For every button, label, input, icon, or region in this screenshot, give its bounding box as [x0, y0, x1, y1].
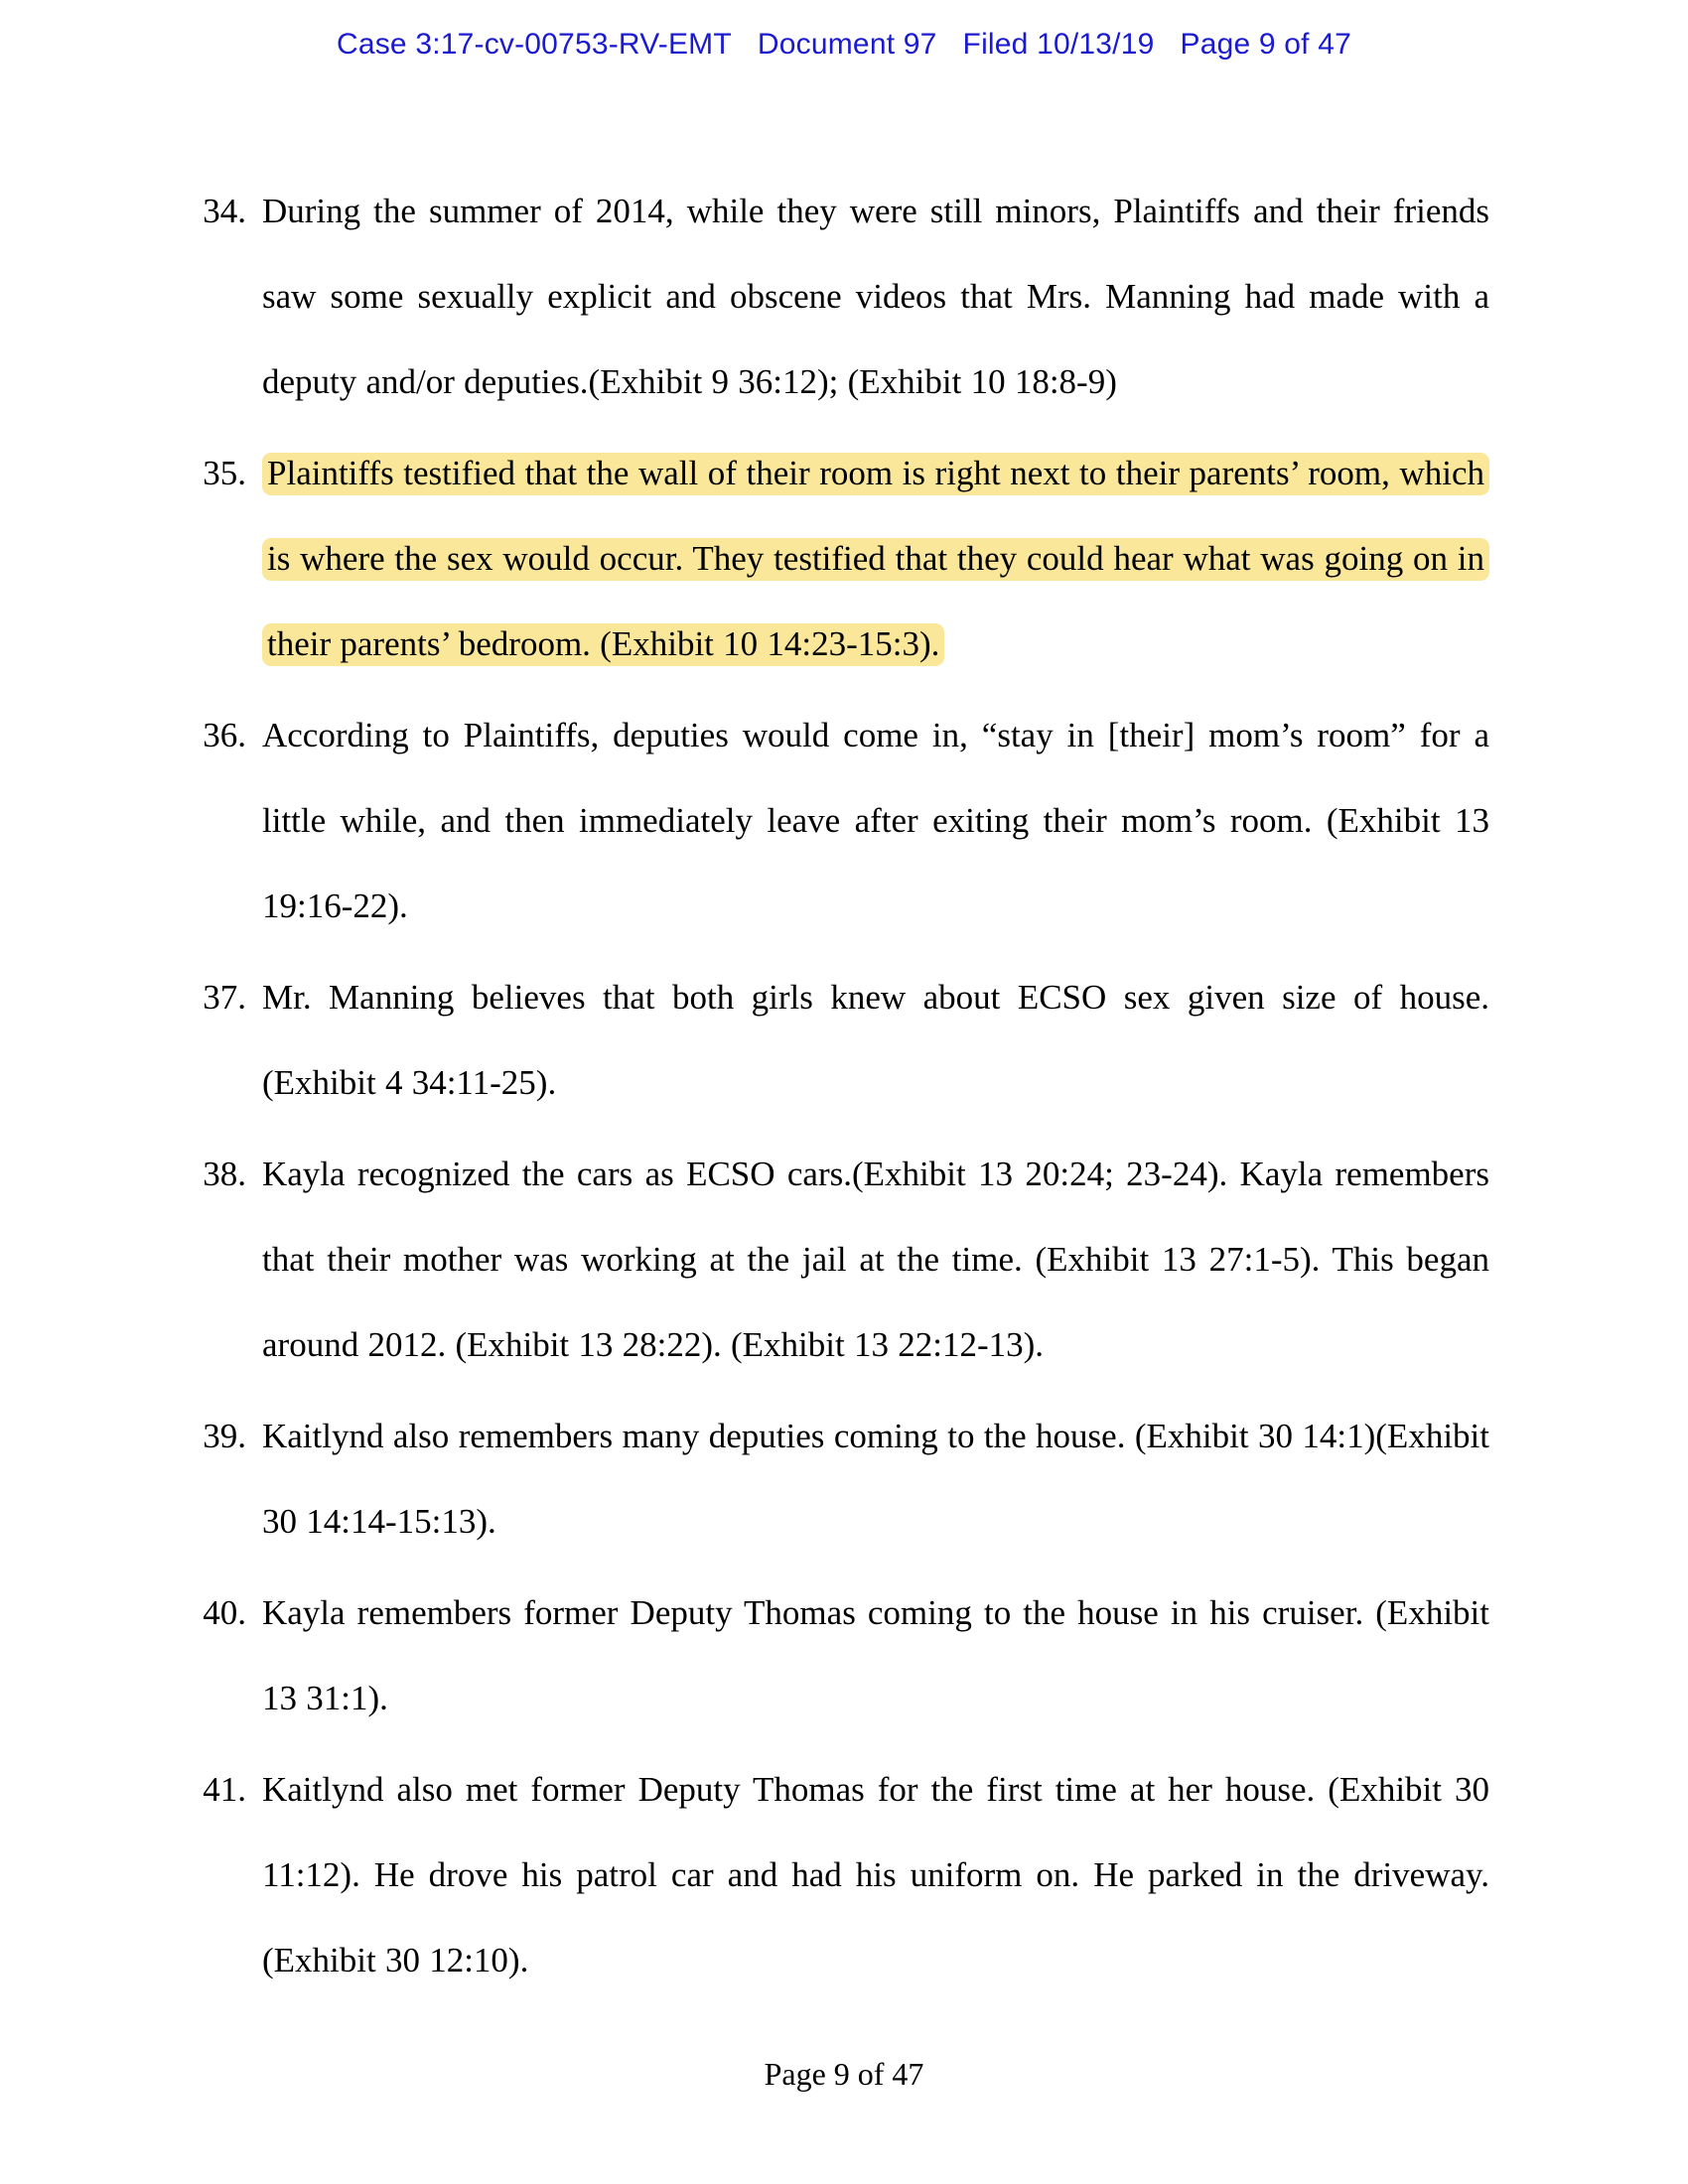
paragraph-39: [189, 1394, 1489, 1565]
paragraph-40: [189, 1570, 1489, 1741]
paragraph-number: 41.: [203, 1770, 246, 1809]
ecf-page-number: Page 9 of 47: [1180, 28, 1352, 61]
ecf-filed-date: Filed 10/13/19: [962, 28, 1155, 61]
paragraph-text: During the summer of 2014, while they were still minors, Plaintiffs and their friends saw some sexually explicit and obscene videos that Mrs. Manning had made with a deputy and/or deputies.(Exhibit 9 36:12); (Exhibit 10 18:8-9): [262, 192, 1489, 401]
ecf-case-number: Case 3:17-cv-00753-RV-EMT: [336, 28, 732, 61]
paragraph-35: [189, 431, 1489, 687]
paragraph-text: According to Plaintiffs, deputies would come in, “stay in [their] mom’s room” for a little while, and then immediately leave after exiting their mom’s room. (Exhibit 13 19:16-22).: [262, 716, 1489, 925]
ecf-document-number: Document 97: [757, 28, 937, 61]
paragraph-number: 40.: [203, 1593, 246, 1632]
paragraph-number: 39.: [203, 1417, 246, 1455]
paragraph-number: 38.: [203, 1155, 246, 1193]
paragraph-text: Kayla recognized the cars as ECSO cars.(Exhibit 13 20:24; 23-24). Kayla remembers that their mother was working at the jail at the time. (Exhibit 13 27:1-5). This began around 2012. (Exhibit 13 28:22). (Exhibit 13 22:12-13).: [262, 1155, 1489, 1364]
paragraph-37: [189, 955, 1489, 1126]
paragraph-text: Mr. Manning believes that both girls knew about ECSO sex given size of house. (Exhibit 4 34:11-25).: [262, 978, 1489, 1102]
paragraph-36: [189, 693, 1489, 949]
paragraph-text: Kaitlynd also met former Deputy Thomas for the first time at her house. (Exhibit 30 11:12). He drove his patrol car and had his uniform on. He parked in the driveway. (Exhibit 30 12:10).: [262, 1770, 1489, 1979]
paragraph-number: 34.: [203, 192, 246, 230]
page-footer: [0, 2056, 1688, 2093]
paragraph-text: [262, 431, 1489, 687]
paragraph-41: [189, 1747, 1489, 2003]
paragraph-text: Kaitlynd also remembers many deputies coming to the house. (Exhibit 30 14:1)(Exhibit 30 14:14-15:13).: [262, 1417, 1489, 1541]
ecf-header-stamp: [0, 28, 1688, 62]
paragraph-number: 37.: [203, 978, 246, 1017]
paragraph-34: [189, 169, 1489, 425]
footer-page-label: Page 9 of 47: [764, 2056, 924, 2092]
paragraph-text: Kayla remembers former Deputy Thomas coming to the house in his cruiser. (Exhibit 13 31:1).: [262, 1593, 1489, 1717]
highlight-span: Plaintiffs testified that the wall of their room is right next to their parents’ room, which is where the sex would occur. They testified that they could hear what was going on in their parents’ bedroom. (Exhibit 10 14:23-15:3).: [262, 453, 1489, 666]
paragraph-number: 35.: [203, 454, 246, 492]
paragraph-number: 36.: [203, 716, 246, 754]
document-body: [189, 169, 1489, 2009]
paragraph-38: [189, 1132, 1489, 1388]
